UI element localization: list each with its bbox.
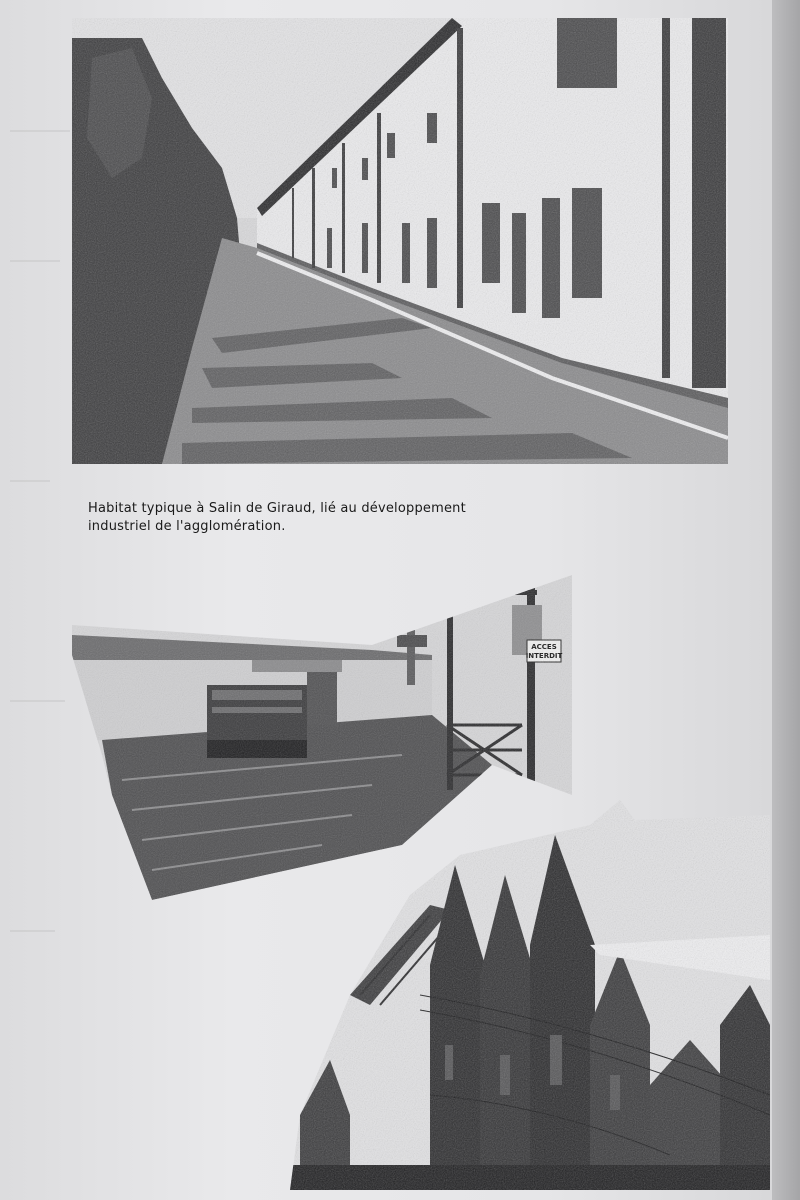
bleed-through-text <box>10 930 55 932</box>
row-houses-photo <box>72 18 728 464</box>
industrial-buildings-photo <box>290 795 770 1195</box>
photo-caption <box>88 500 508 536</box>
page-edge <box>772 0 800 1200</box>
bleed-through-text <box>10 480 50 482</box>
bleed-through-text <box>10 130 70 132</box>
bleed-through-text <box>10 260 60 262</box>
caption-line-1: Habitat typique à Salin de Giraud, lié au développement <box>88 501 466 516</box>
caption-line-2: industriel de l'agglomération. <box>88 519 286 534</box>
bleed-through-text <box>10 700 65 702</box>
